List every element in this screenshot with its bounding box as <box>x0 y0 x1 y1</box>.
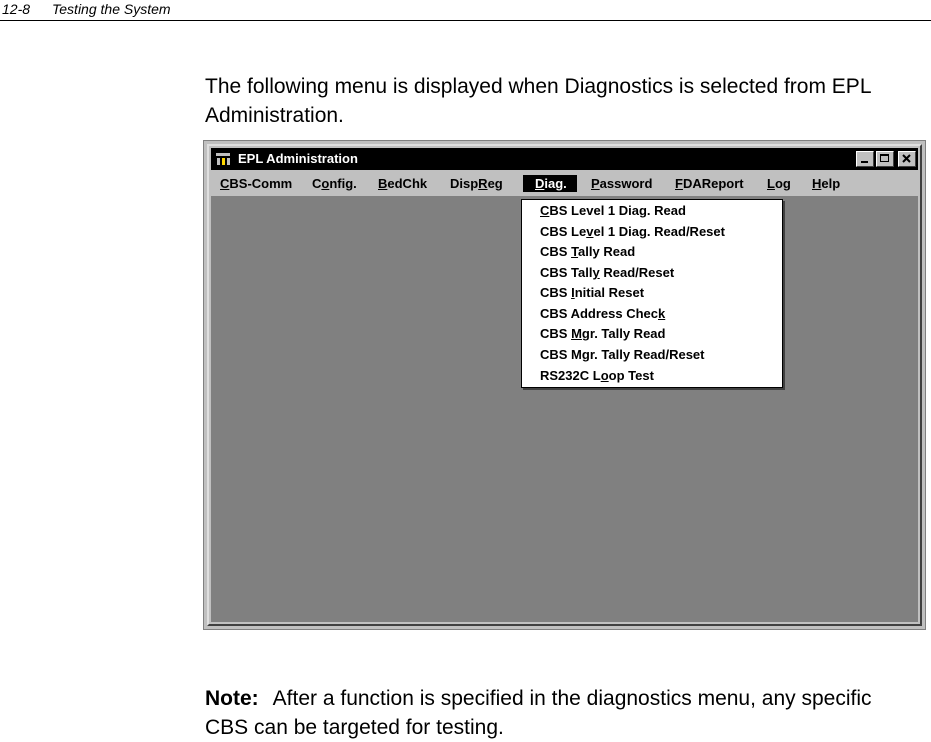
menu-bar <box>211 172 918 196</box>
menu-bedchk[interactable]: BedChk <box>378 176 428 191</box>
menu-diag[interactable]: Diag. <box>523 175 577 192</box>
section-title: Testing the System <box>52 1 171 17</box>
note-text: After a function is specified in the diagnostics menu, any specific CBS can be targeted for testing. <box>205 687 872 739</box>
page-number: 12-8 <box>2 1 31 17</box>
menu-help[interactable]: Help <box>812 176 841 191</box>
maximize-button[interactable] <box>876 151 894 167</box>
menu-cbs-comm[interactable]: CBS-Comm <box>220 176 293 191</box>
window-controls <box>856 151 916 167</box>
menu-item-rs232c-loop-test[interactable]: RS232C Loop Test <box>540 368 654 383</box>
menu-item-cbs-mgr-tally-read-reset[interactable]: CBS Mgr. Tally Read/Reset <box>540 347 705 362</box>
menu-item-cbs-tally-read-reset[interactable]: CBS Tally Read/Reset <box>540 265 675 280</box>
menu-dispreg[interactable]: DispReg <box>450 176 503 191</box>
window-title: EPL Administration <box>238 151 358 166</box>
intro-paragraph: The following menu is displayed when Diagnostics is selected from EPL Administration. <box>205 75 871 127</box>
menu-config[interactable]: Config. <box>312 176 357 191</box>
close-icon <box>899 152 915 166</box>
screenshot-figure <box>203 140 926 630</box>
app-window <box>207 144 922 626</box>
note-label: Note: <box>205 687 259 710</box>
diag-dropdown-menu <box>521 199 783 388</box>
menu-item-cbs-address-check[interactable]: CBS Address Check <box>540 306 666 321</box>
minimize-icon <box>861 161 868 163</box>
page-header <box>0 0 931 21</box>
app-icon <box>215 152 231 166</box>
menu-item-cbs-level1-diag-read-reset[interactable]: CBS Level 1 Diag. Read/Reset <box>540 224 725 239</box>
menu-log[interactable]: Log <box>767 176 791 191</box>
menu-item-cbs-initial-reset[interactable]: CBS Initial Reset <box>540 285 645 300</box>
title-bar[interactable] <box>211 148 918 170</box>
menu-item-cbs-tally-read[interactable]: CBS Tally Read <box>540 244 636 259</box>
menu-item-cbs-mgr-tally-read[interactable]: CBS Mgr. Tally Read <box>540 326 666 341</box>
maximize-icon <box>880 154 889 162</box>
minimize-button[interactable] <box>856 151 874 167</box>
menu-fdareport[interactable]: FDAReport <box>675 176 744 191</box>
close-button[interactable] <box>898 151 916 167</box>
note-paragraph <box>205 684 905 742</box>
menu-item-cbs-level1-diag-read[interactable]: CBS Level 1 Diag. Read <box>540 203 686 218</box>
menu-password[interactable]: Password <box>591 176 653 191</box>
